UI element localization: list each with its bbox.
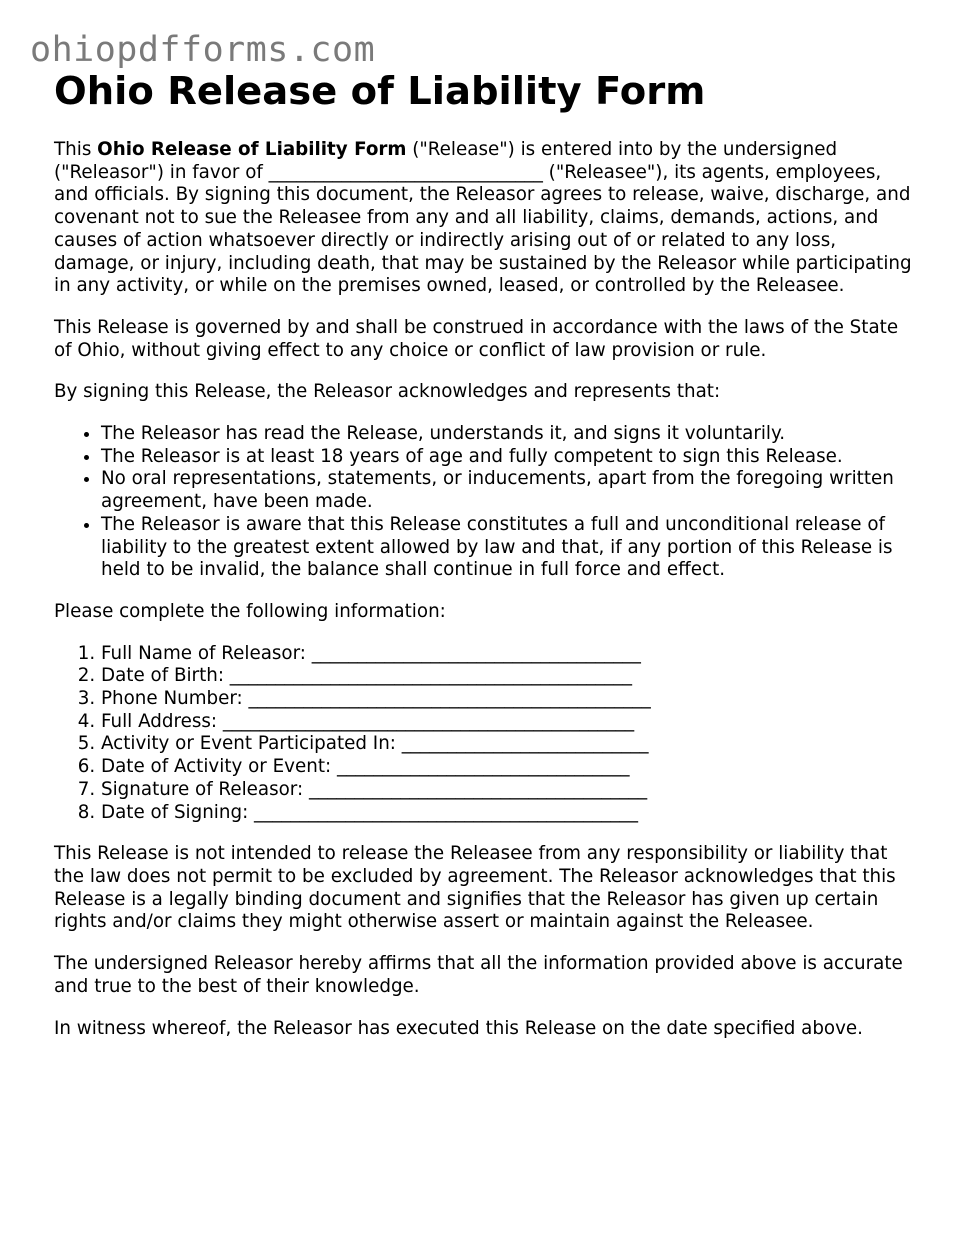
acknowledgement-intro: By signing this Release, the Releasor acknowledges and represents that: — [54, 381, 721, 403]
form-name-bold: Ohio Release of Liability Form — [97, 139, 407, 160]
intro-part2: ("Releasee"), its agents, employees, and officials. By signing this document, the Releasor agrees to release, waive, discharge, and covenant not to sue the Releasee from any and all liability, claims, demands, actions, and causes of action whatsoever directly or indirectly arising out of or related to any loss, damage, or injury, including death, that may be sustained by the Releasor while participating in any activity, or while on the premises owned, leased, or controlled by the Releasee. — [54, 161, 912, 297]
information-fields-list — [54, 643, 920, 825]
page-title: Ohio Release of Liability Form — [54, 69, 706, 114]
site-watermark: ohiopdfforms.com — [30, 30, 376, 70]
release-document — [54, 66, 920, 1040]
witness-paragraph: In witness whereof, the Releasor has executed this Release on the date specified above. — [54, 1017, 863, 1039]
acknowledgement-list — [54, 423, 920, 582]
list-item: • The Releasor is at least 18 years of age and fully competent to sign this Release. — [101, 446, 920, 469]
affirmation-paragraph: The undersigned Releasor hereby affirms that all the information provided above is accurate and true to the best of their knowledge. — [54, 953, 903, 997]
list-item: • The Releasor has read the Release, understands it, and signs it voluntarily. — [101, 423, 920, 446]
intro-part1: ("Release") is entered into by the undersigned ("Releasor") in favor of — [54, 139, 838, 183]
list-item: • The Releasor is aware that this Release constitutes a full and unconditional release of liability to the greatest extent allowed by law and that, if any portion of this Release is held to be invalid, the balance shall continue in full force and effect. — [101, 514, 920, 582]
list-item: • No oral representations, statements, or inducements, apart from the foregoing written agreement, have been made. — [101, 468, 920, 513]
limitation-paragraph: This Release is not intended to release the Releasee from any responsibility or liability that the law does not permit to be excluded by agreement. The Releasor acknowledges that this Release is a legally binding document and signifies that the Releasor has given up certain rights and/or claims they might otherwise assert or maintain against the Releasee. — [54, 843, 896, 933]
intro-lead: This — [54, 139, 98, 160]
intro-paragraph — [54, 139, 920, 298]
field-full-name[interactable]: 1. Full Name of Releasor: ____________________________________ — [101, 643, 920, 666]
field-date-of-signing[interactable]: 8. Date of Signing: __________________________________________ — [101, 802, 920, 825]
field-date-of-birth[interactable]: 2. Date of Birth: ____________________________________________ — [101, 665, 920, 688]
field-signature[interactable]: 7. Signature of Releasor: _____________________________________ — [101, 779, 920, 802]
field-phone-number[interactable]: 3. Phone Number: ____________________________________________ — [101, 688, 920, 711]
field-full-address[interactable]: 4. Full Address: _____________________________________________ — [101, 711, 920, 734]
governing-law-paragraph: This Release is governed by and shall be construed in accordance with the laws of the State of Ohio, without giving effect to any choice or conflict of law provision or rule. — [54, 316, 899, 361]
complete-info-intro: Please complete the following information: — [54, 600, 446, 622]
field-activity[interactable]: 5. Activity or Event Participated In: ___________________________ — [101, 733, 920, 756]
releasee-blank[interactable]: ______________________________ — [268, 161, 543, 183]
field-activity-date[interactable]: 6. Date of Activity or Event: ________________________________ — [101, 756, 920, 779]
